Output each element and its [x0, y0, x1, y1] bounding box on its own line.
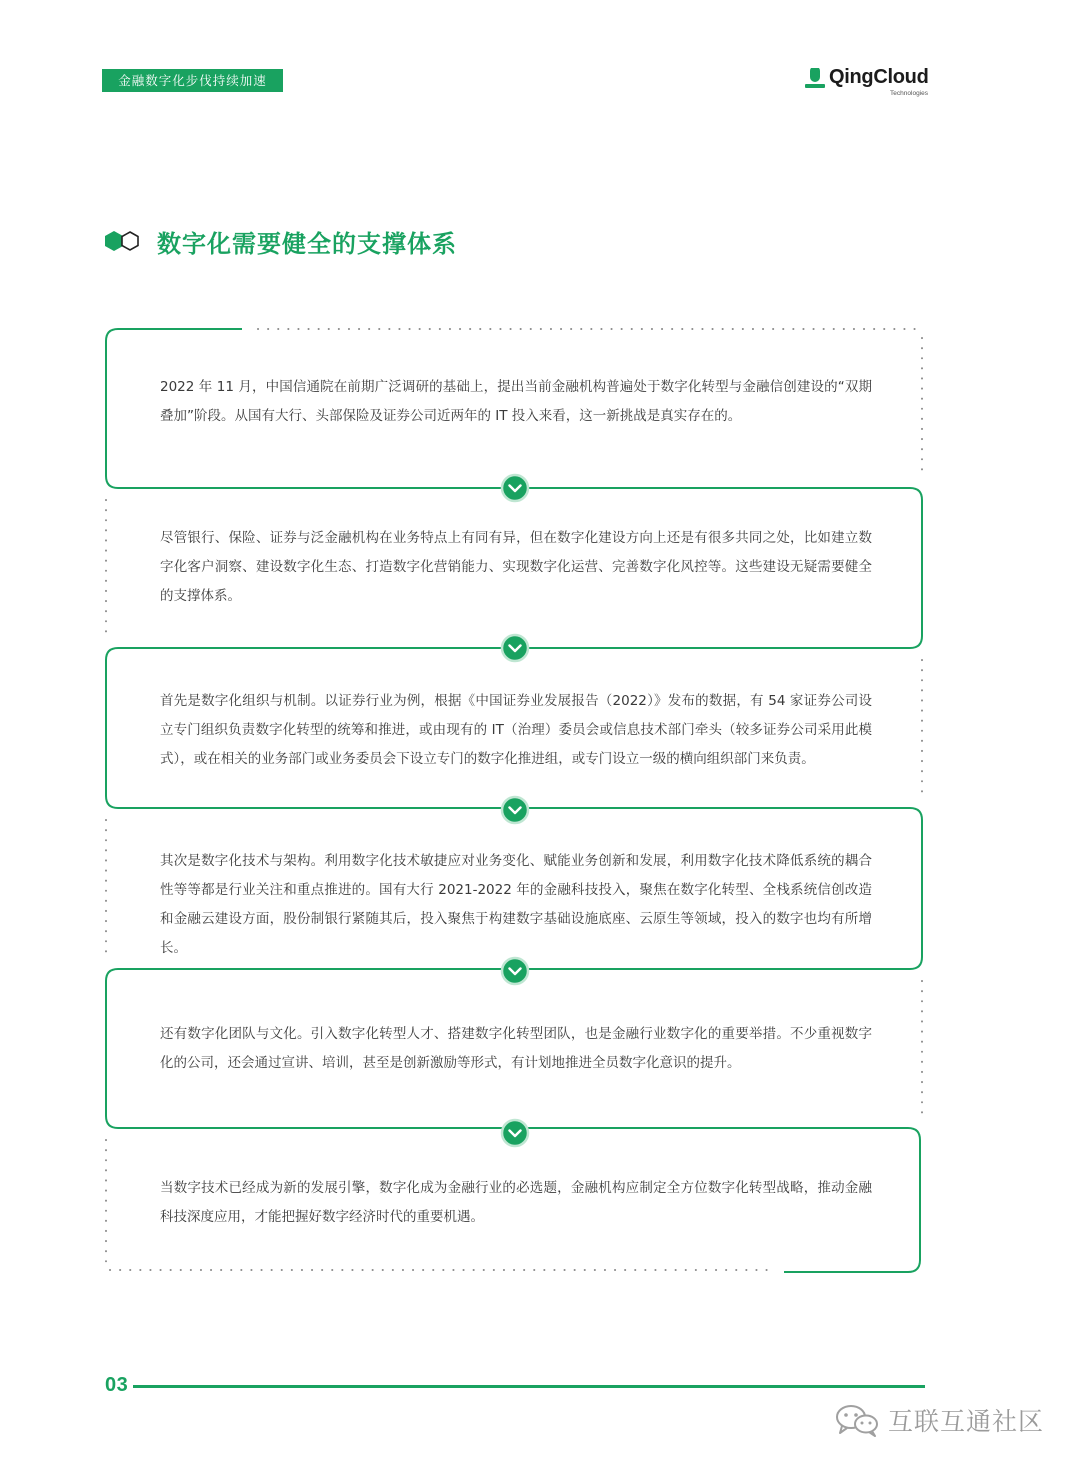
timeline-block-text: 2022 年 11 月，中国信通院在前期广泛调研的基础上，提出当前金融机构普遍处于数字化转型与金融信创建设的“双期叠加”阶段。从国有大行、头部保险及证券公司近两年的 IT 投入来看，这一新挑战是真实存在的。 [160, 379, 872, 424]
page-number: 03 [105, 1374, 129, 1396]
watermark-text: 互联互通社区 [888, 1407, 1045, 1436]
section-title: 数字化需要健全的支撑体系 [157, 230, 457, 258]
wechat-icon [834, 1403, 880, 1437]
timeline-block-text: 还有数字化团队与文化。引入数字化转型人才、搭建数字化转型团队，也是金融行业数字化的重要举措。不少重视数字化的公司，还会通过宣讲、培训，甚至是创新激励等形式，有计划地推进全员数字化意识的提升。 [160, 1026, 872, 1071]
chevron-down-icon [500, 633, 530, 663]
timeline-block-text: 当数字技术已经成为新的发展引擎，数字化成为金融行业的必选题，金融机构应制定全方位数字化转型战略，推动金融科技深度应用，才能把握好数字经济时代的重要机遇。 [160, 1180, 872, 1225]
watermark [834, 1400, 1044, 1440]
header-section-tag: 金融数字化步伐持续加速 [102, 69, 283, 92]
chevron-down-icon [500, 956, 530, 986]
timeline-block-text: 首先是数字化组织与机制。以证券行业为例，根据《中国证券业发展报告（2022）》发布的数据，有 54 家证券公司设立专门组织负责数字化转型的统筹和推进，或由现有的 IT（治理）委员会或信息技术部门牵头（较多证券公司采用此模式），或在相关的业务部门或业务委员会下设立专门的数字化推进组，或专门设立一级的横向组织部门来负责。 [160, 693, 872, 767]
chevron-down-icon [500, 795, 530, 825]
chevron-down-icon [500, 473, 530, 503]
brand-name: QingCloud [829, 66, 929, 88]
timeline-block-text: 其次是数字化技术与架构。利用数字化技术敏捷应对业务变化、赋能业务创新和发展，利用数字化技术降低系统的耦合性等等都是行业关注和重点推进的。国有大行 2021-2022 年的金融科技投入，聚焦在数字化转型、全栈系统信创改造和金融云建设方面，股份制银行紧随其后，投入聚焦于构建数字基础设施底座、云原生等领域，投入的数字也均有所增长。 [160, 853, 872, 956]
brand-subtitle: Technologies [890, 90, 928, 97]
footer-divider [133, 1385, 925, 1388]
chevron-down-icon [500, 1118, 530, 1148]
timeline-block-text: 尽管银行、保险、证券与泛金融机构在业务特点上有同有异，但在数字化建设方向上还是有很多共同之处，比如建立数字化客户洞察、建设数字化生态、打造数字化营销能力、实现数字化运营、完善数字化风控等。这些建设无疑需要健全的支撑体系。 [160, 530, 872, 604]
